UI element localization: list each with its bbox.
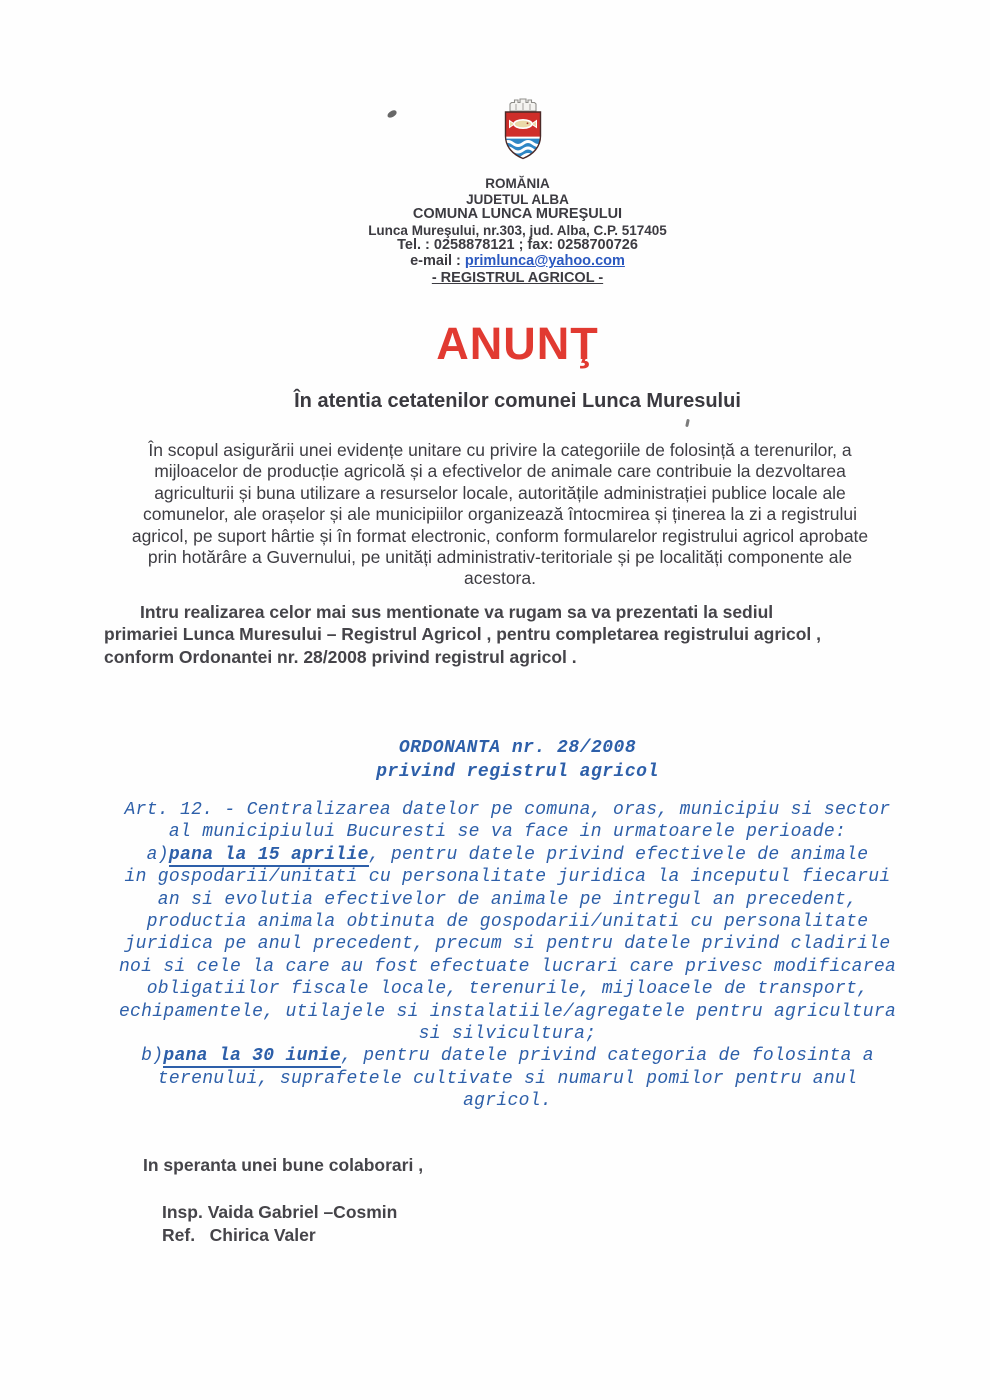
- text-line: Art. 12. - Centralizarea datelor pe comuna, oras, municipiu si sector: [124, 800, 891, 820]
- signature-inspector: Insp. Vaida Gabriel –Cosmin: [162, 1202, 398, 1222]
- department-title: - REGISTRUL AGRICOL -: [431, 269, 604, 286]
- ordinance-number: ORDONANTA nr. 28/2008: [398, 738, 637, 758]
- ordinance-subject: privind registrul agricol: [376, 761, 659, 782]
- text-line: prin hotărâre a Guvernului, pe unități administrativ-teritoriale și pe localități componente ale: [147, 547, 853, 568]
- item-b-prefix: b): [141, 1046, 164, 1067]
- address-line: Lunca Mureşului, nr.303, jud. Alba, C.P. 517405: [368, 222, 667, 238]
- text-line: comunelor, ale orașelor și ale municipiilor organizează întocmirea și ținerea la zi a registrului: [143, 504, 857, 525]
- item-b-line: [25, 1045, 990, 1067]
- text-line: noi si cele la care au fost efectuate lucrari care privesc modificarea: [118, 956, 897, 977]
- announcement-subtitle: În atentia cetatenilor comunei Lunca Muresului: [294, 390, 741, 412]
- text-line: obligatiilor fiscale locale, terenurile, mijloacele de transport,: [146, 979, 869, 1000]
- text-line: an si evolutia efectivelor de animale pe intregul an precedent,: [157, 889, 858, 910]
- item-b-deadline: pana la 30 iunie: [163, 1046, 341, 1067]
- text-line: terenului, suprafetele cultivate si numarul pomilor pentru anul: [157, 1068, 858, 1089]
- text-line: productia animala obtinuta de gospodarii/unitati cu personalitate: [146, 912, 869, 933]
- text-line: primariei Lunca Muresului – Registrul Agricol , pentru completarea registrului agricol ,: [104, 624, 822, 645]
- email-link: primlunca@yahoo.com: [464, 252, 625, 269]
- ordinance-heading: [45, 737, 990, 784]
- ordinance-article: [25, 799, 990, 1113]
- closing-salutation: In speranta unei bune colaborari ,: [143, 1155, 424, 1175]
- coat-of-arms-icon: [501, 95, 545, 163]
- county-name: JUDETUL ALBA: [466, 191, 569, 207]
- item-a-line: [25, 844, 990, 866]
- text-line: al municipiului Bucuresti se va face in urmatoarele perioade:: [168, 822, 847, 843]
- text-line: mijloacelor de producție agricolă și a efectivelor de animale care contribuie la dezvoltarea: [154, 461, 846, 482]
- text-line: agriculturii și buna utilizare a resurselor locale, autoritățile administrației publice locale ale: [154, 482, 846, 503]
- commune-name: COMUNA LUNCA MUREŞULUI: [412, 206, 623, 223]
- signature-referent: Ref. Chirica Valer: [162, 1225, 316, 1245]
- email-label: e-mail :: [410, 252, 465, 269]
- text-line: agricol, pe suport hârtie și în format electronic, conform formularelor registrului agricol aprobate: [131, 525, 869, 546]
- scan-artifact: [386, 109, 398, 119]
- text-line: si silvicultura;: [418, 1024, 597, 1045]
- intro-paragraph: [80, 440, 920, 590]
- announcement-title: ANUNŢ: [436, 318, 599, 369]
- request-paragraph: [104, 601, 934, 668]
- text-line: agricol.: [463, 1091, 552, 1112]
- country-name: ROMĂNIA: [485, 176, 550, 191]
- item-a-deadline: pana la 15 aprilie: [168, 844, 369, 865]
- text-line: conform Ordonantei nr. 28/2008 privind registrul agricol .: [104, 646, 577, 667]
- item-a-rest: , pentru datele privind efectivele de animale: [368, 844, 869, 865]
- scan-artifact: [685, 419, 690, 427]
- item-a-prefix: a): [146, 844, 169, 865]
- text-line: În scopul asigurării unei evidențe unitare cu privire la categoriile de folosință a terenurilor, a: [148, 440, 852, 460]
- letterhead: [45, 176, 990, 286]
- text-line: echipamentele, utilajele si instalatiile/agregatele pentru agricultura: [118, 1001, 897, 1022]
- email-line: [45, 254, 990, 270]
- text-line: in gospodarii/unitati cu personalitate juridica la inceputul fiecarui: [124, 867, 891, 888]
- text-line: juridica pe anul precedent, precum si pentru datele privind cladirile: [124, 934, 891, 955]
- text-line: Intru realizarea celor mai sus mentionate va rugam sa va prezentati la sediul: [140, 602, 774, 622]
- item-b-rest: , pentru datele privind categoria de folosinta a: [340, 1046, 874, 1067]
- phone-fax-line: Tel. : 0258878121 ; fax: 0258700726: [397, 237, 638, 254]
- text-line: acestora.: [464, 568, 536, 589]
